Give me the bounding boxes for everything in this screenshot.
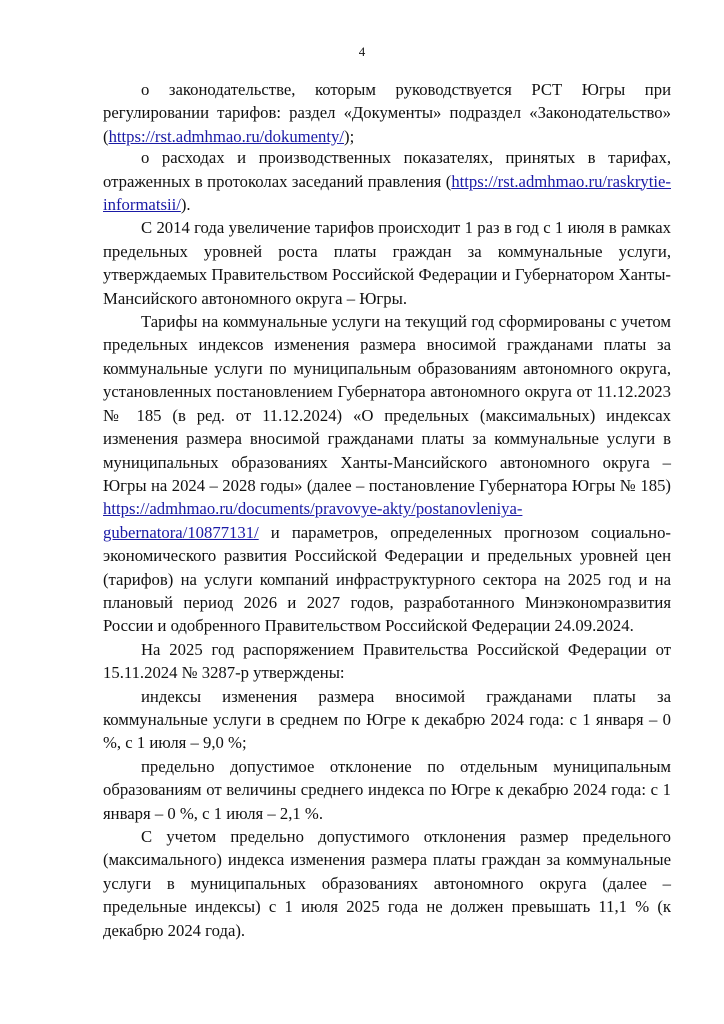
- link-governor-resolution[interactable]: https://admhmao.ru/documents/pravovye-akty/postanovleniya-gubernatora/10877131/: [103, 499, 523, 542]
- paragraph-expenses: [103, 146, 671, 216]
- paragraph-text: );: [344, 126, 355, 146]
- paragraph-text: и параметров, определенных прогнозом социально-экономического развития Российской Федерации и предельных уровней цен (тарифов) на услуги компаний инфраструктурного сектора на 2025 год и на плановый период 2026 и 2027 годов, разработанного Минэкономразвития России и одобренного Правительством Российской Федерации 24.09.2024.: [103, 522, 671, 636]
- document-body: [103, 78, 671, 942]
- paragraph-text: о законодательстве, которым руководствуется РСТ Югры при регулировании тарифов: раздел «Документы» подраздел «Законодательство» (: [103, 80, 671, 146]
- paragraph-government-order: На 2025 год распоряжением Правительства Российской Федерации от 15.11.2024 № 3287-р утверждены:: [103, 639, 671, 683]
- page-number: 4: [358, 44, 366, 59]
- paragraph-max-index: С учетом предельно допустимого отклонения размер предельного (максимального) индекса изменения размера платы граждан за коммунальные услуги в муниципальных образованиях автономного округа (далее – предельные индексы) с 1 июля 2025 года не должен превышать 11,1 % (к декабрю 2024 года).: [103, 827, 671, 940]
- paragraph-average-indices: индексы изменения размера вносимой гражданами платы за коммунальные услуги в среднем по Югре к декабрю 2024 года: с 1 января – 0 %, с 1 июля – 9,0 %;: [103, 686, 671, 753]
- paragraph-tariff-increase: С 2014 года увеличение тарифов происходит 1 раз в год с 1 июля в рамках предельных уровней роста платы граждан за коммунальные услуги, утверждаемых Правительством Российской Федерации и Губернатором Ханты-Мансийского автономного округа – Югры.: [103, 218, 671, 308]
- paragraph-text: Тарифы на коммунальные услуги на текущий год сформированы с учетом предельных индексов изменения размера вносимой гражданами платы за коммунальные услуги по муниципальным образованиям автономного округа, установленных постановлением Губернатора автономного округа от 11.12.2023 № 185 (в ред. от 11.12.2024) «О предельных (максимальных) индексах изменения размера вносимой гражданами платы за коммунальные услуги в муниципальных образованиях Ханты-Мансийского автономного округа – Югры на 2024 – 2028 годы» (далее – постановление Губернатора Югры № 185): [103, 312, 671, 495]
- link-documents[interactable]: https://rst.admhmao.ru/dokumenty/: [108, 126, 345, 146]
- paragraph-text: ).: [180, 195, 191, 215]
- paragraph-current-tariffs: [103, 310, 671, 638]
- link-disclosure[interactable]: https://rst.admhmao.ru/raskrytie-informatsii/: [103, 171, 671, 215]
- paragraph-legislation: [103, 78, 671, 148]
- paragraph-permissible-deviation: предельно допустимое отклонение по отдельным муниципальным образованиям от величины среднего индекса по Югре к декабрю 2024 года: с 1 января – 0 %, с 1 июля – 2,1 %.: [103, 756, 671, 823]
- paragraph-text: о расходах и производственных показателях, принятых в тарифах, отраженных в протоколах заседаний правления (: [103, 148, 671, 191]
